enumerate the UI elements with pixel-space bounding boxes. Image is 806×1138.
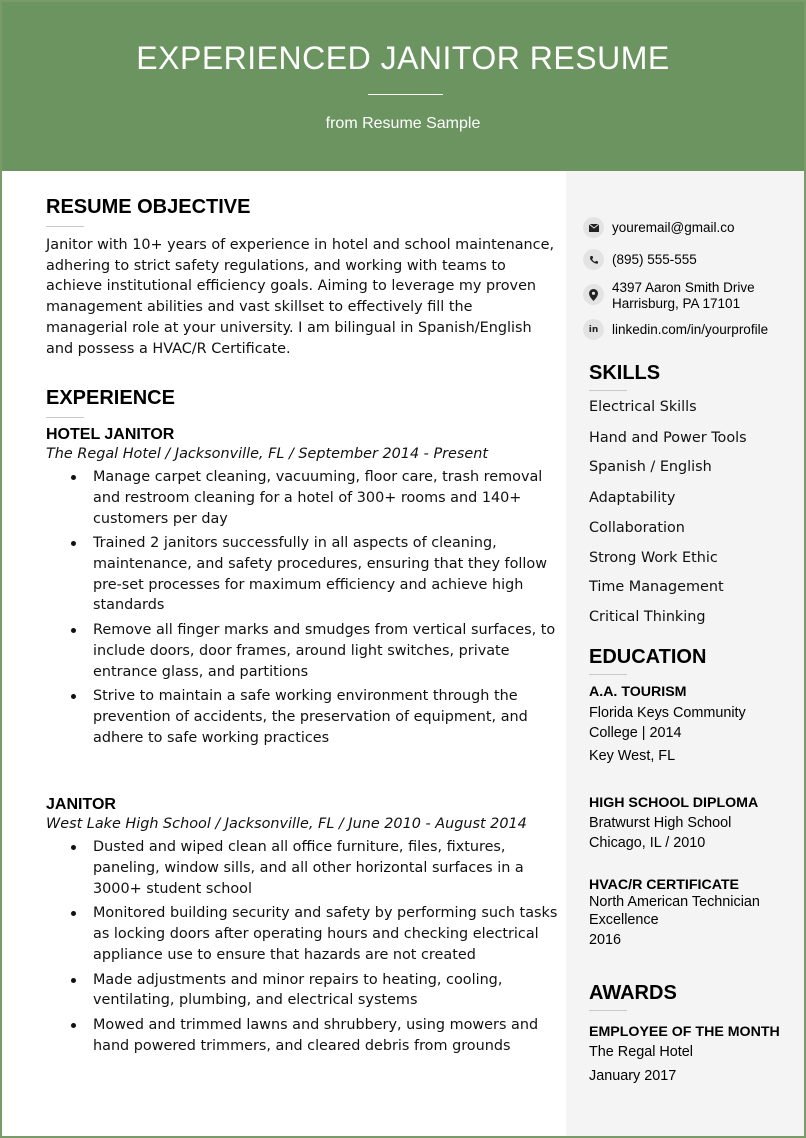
phone-text[interactable]: (895) 555-555: [612, 252, 697, 267]
award-line: January 2017: [589, 1068, 677, 1084]
award-title: EMPLOYEE OF THE MONTH: [589, 1024, 780, 1040]
skill-item: Critical Thinking: [589, 609, 706, 625]
job-bullets: [46, 837, 558, 1056]
skill-item: Hand and Power Tools: [589, 430, 747, 446]
education-line: Florida Keys Community: [589, 705, 746, 721]
education-line: Key West, FL: [589, 748, 676, 764]
main-column: [46, 196, 558, 1060]
job-entry: [46, 796, 558, 1056]
job-meta: West Lake High School / Jacksonville, FL / June 2010 - August 2014: [46, 816, 527, 833]
education-line: College | 2014: [589, 725, 682, 741]
skill-item: Spanish / English: [589, 459, 712, 475]
email-icon: [583, 217, 604, 238]
list-item: Trained 2 janitors successfully in all aspects of cleaning, maintenance, and safety procedures, ensuring that they follow pre-set processes for maximum efficiency and achieve high standards: [46, 533, 558, 616]
objective-heading: RESUME OBJECTIVE: [46, 196, 251, 218]
job-meta: The Regal Hotel / Jacksonville, FL / September 2014 - Present: [46, 446, 489, 463]
contact-linkedin[interactable]: [583, 319, 798, 340]
skills-heading: SKILLS: [589, 362, 661, 384]
section-divider: [589, 1010, 627, 1011]
phone-icon: [583, 249, 604, 270]
section-divider: [46, 226, 84, 227]
resume-title: EXPERIENCED JANITOR RESUME: [136, 40, 670, 76]
education-line: Excellence: [589, 912, 659, 928]
experience-heading: EXPERIENCE: [46, 387, 175, 410]
education-degree: HIGH SCHOOL DIPLOMA: [589, 795, 759, 811]
objective-text: Janitor with 10+ years of experience in hotel and school maintenance, adhering to strict safety regulations, and working with teams to achieve institutional efficiency goals. Aiming to leverage my proven management abilities and vast skillset to effectively fill the managerial role at your university. I am bilingual in Spanish/English and possess a HVAC/R Certificate.: [46, 237, 555, 357]
education-line: North American Technician: [589, 894, 760, 910]
job-title: HOTEL JANITOR: [46, 426, 175, 444]
awards-heading: AWARDS: [589, 982, 677, 1004]
job-title: JANITOR: [46, 796, 116, 814]
resume-header: [2, 2, 804, 171]
award-line: The Regal Hotel: [589, 1044, 693, 1060]
education-line: Bratwurst High School: [589, 815, 732, 831]
job-bullets: [46, 467, 558, 748]
skill-item: Adaptability: [589, 490, 676, 506]
skill-item: Electrical Skills: [589, 399, 697, 415]
address-text: [612, 280, 755, 312]
contact-phone[interactable]: [583, 249, 798, 270]
linkedin-text[interactable]: linkedin.com/in/yourprofile: [612, 322, 769, 337]
list-item: Remove all finger marks and smudges from vertical surfaces, to include doors, door frames, around light switches, private entrance glass, and partitions: [46, 620, 558, 682]
contact-email[interactable]: [583, 217, 798, 238]
section-divider: [589, 674, 627, 675]
list-item: Monitored building security and safety by performing such tasks as locking doors after operating hours and checking electrical appliance use to ensure that hazards are not created: [46, 903, 558, 965]
section-divider: [46, 417, 84, 418]
email-text[interactable]: youremail@gmail.co: [612, 220, 735, 235]
location-pin-icon: [583, 284, 604, 305]
resume-subtitle: from Resume Sample: [325, 115, 481, 132]
address-line2: Harrisburg, PA 17101: [612, 296, 741, 311]
job-entry: [46, 426, 558, 748]
skill-item: Time Management: [589, 579, 724, 595]
education-line: 2016: [589, 932, 622, 948]
skill-item: Collaboration: [589, 520, 685, 536]
address-line1: 4397 Aaron Smith Drive: [612, 280, 755, 295]
list-item: Manage carpet cleaning, vacuuming, floor care, trash removal and restroom cleaning for a hotel of 300+ rooms and 140+ customers per day: [46, 467, 558, 529]
title-divider: [368, 94, 443, 95]
education-degree: A.A. TOURISM: [589, 684, 687, 700]
education-degree: HVAC/R CERTIFICATE: [589, 877, 740, 893]
contact-address: [583, 280, 798, 312]
linkedin-icon: in: [583, 319, 604, 340]
section-divider: [589, 390, 627, 391]
list-item: Made adjustments and minor repairs to heating, cooling, ventilating, plumbing, and electrical systems: [46, 970, 558, 1011]
list-item: Mowed and trimmed lawns and shrubbery, using mowers and hand powered trimmers, and cleared debris from grounds: [46, 1015, 558, 1056]
skill-item: Strong Work Ethic: [589, 550, 718, 566]
list-item: Dusted and wiped clean all office furniture, files, fixtures, paneling, window sills, and all other horizontal surfaces in a 3000+ student school: [46, 837, 558, 899]
education-line: Chicago, IL / 2010: [589, 835, 706, 851]
education-heading: EDUCATION: [589, 646, 707, 668]
list-item: Strive to maintain a safe working environment through the prevention of accidents, the preservation of equipment, and adhere to safe working practices: [46, 686, 558, 748]
